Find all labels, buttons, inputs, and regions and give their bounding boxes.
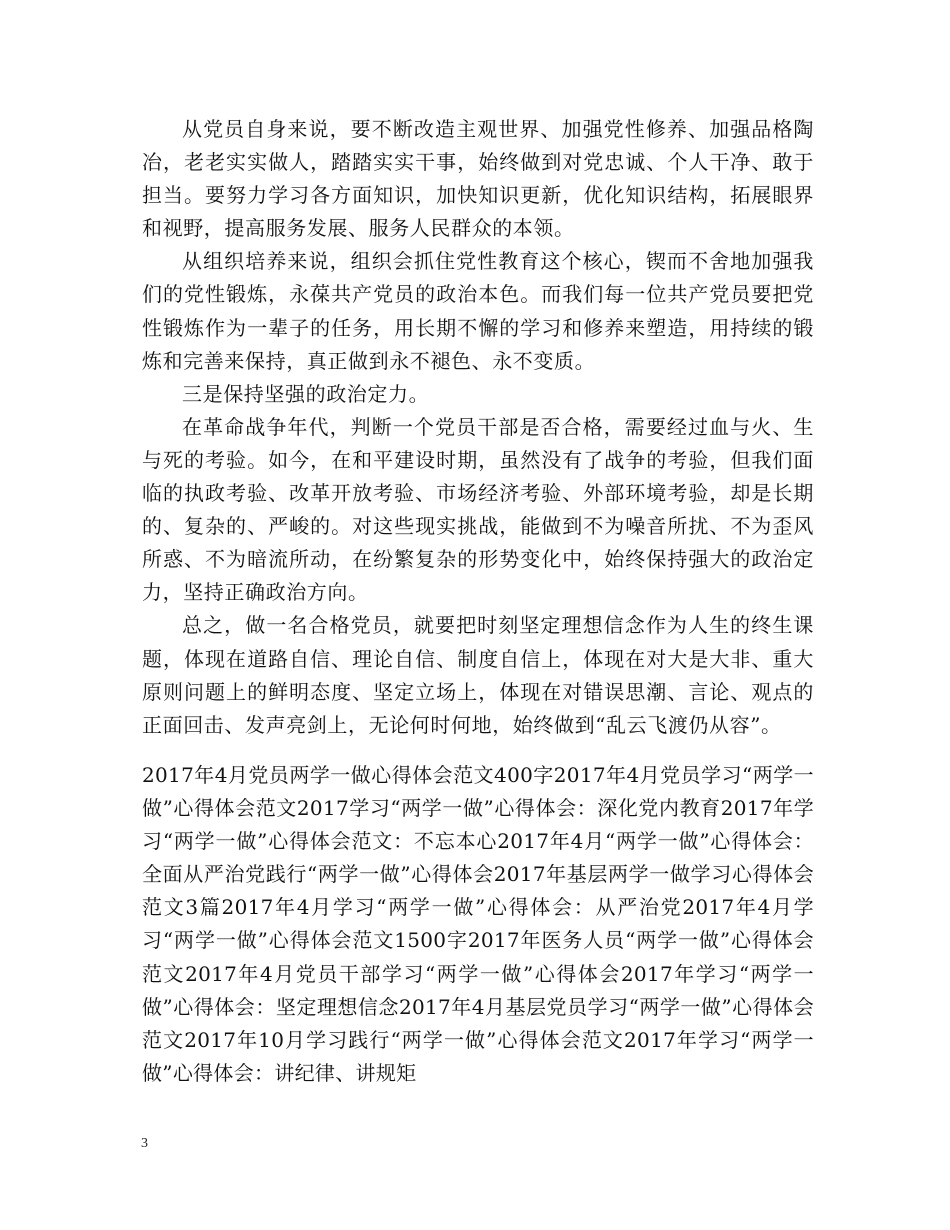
section-heading: 三是保持坚强的政治定力。 [182,381,430,406]
document-body [142,113,814,742]
body-paragraph: 从党员自身来说，要不断改造主观世界、加强党性修养、加强品格陶冶，老老实实做人，踏踏实实干事，始终做到对党忠诚、个人干净、敢于担当。要努力学习各方面知识，加快知识更新，优化知识结构，拓展眼界和视野，提高服务发展、服务人民群众的本领。 [142,117,814,241]
related-link[interactable]: 2017年医务人员“两学一做”心得体会范文 [142,928,814,986]
related-articles [142,759,814,1090]
related-link[interactable]: 2017年学习“两学一做”心得体会：讲纪律、讲规矩 [142,1027,814,1085]
related-link[interactable]: 2017年4月党员学习“两学一做”心得体会范文 [142,763,814,821]
body-paragraph: 在革命战争年代，判断一个党员干部是否合格，需要经过血与火、生与死的考验。如今，在和平建设时期，虽然没有了战争的考验，但我们面临的执政考验、改革开放考验、市场经济考验、外部环境考验，却是长期的、复杂的、严峻的。对这些现实挑战，能做到不为噪音所扰、不为歪风所惑、不为暗流所动，在纷繁复杂的形势变化中，始终保持强大的政治定力，坚持正确政治方向。 [142,414,814,605]
related-link[interactable]: 2017年4月基层党员学习“两学一做”心得体会范文 [142,994,815,1052]
related-link[interactable]: 2017年4月党员两学一做心得体会范文400字 [142,763,554,787]
related-link[interactable]: 2017年学习“两学一做”心得体会：坚定理想信念 [142,961,814,1019]
related-link[interactable]: 2017学习“两学一做”心得体会：深化党内教育 [296,796,721,821]
body-paragraph: 从组织培养来说，组织会抓住党性教育这个核心，锲而不舍地加强我们的党性锻炼，永葆共产党员的政治本色。而我们每一位共产党员要把党性锻炼作为一辈子的任务，用长期不懈的学习和修养来塑造，用持续的锻炼和完善来保持，真正做到永不褪色、永不变质。 [142,249,814,373]
related-link[interactable]: 2017年学习“两学一做”心得体会范文：不忘本心 [142,796,815,854]
related-link[interactable]: 2017年4月“两学一做”心得体会：全面从严治党践行“两学一做”心得体会 [142,829,814,887]
related-link[interactable]: 2017年基层两学一做学习心得体会范文3篇 [142,862,815,920]
body-paragraph: 总之，做一名合格党员，就要把时刻坚定理想信念作为人生的终生课题，体现在道路自信、理论自信、制度自信上，体现在对大是大非、重大原则问题上的鲜明态度、坚定立场上，体现在对错误思潮、言论、观点的正面回击、发声亮剑上，无论何时何地，始终做到“乱云飞渡仍从容”。 [142,613,814,737]
related-link[interactable]: 2017年10月学习践行“两学一做”心得体会范文 [184,1027,625,1052]
related-link[interactable]: 2017年4月党员干部学习“两学一做”心得体会 [185,961,621,986]
related-links-list [142,759,814,1090]
page-number: 3 [141,1136,148,1151]
related-link[interactable]: 2017年4月学习“两学一做”心得体会范文1500字 [142,895,814,953]
related-link[interactable]: 2017年4月学习“两学一做”心得体会：从严治党 [221,895,683,920]
